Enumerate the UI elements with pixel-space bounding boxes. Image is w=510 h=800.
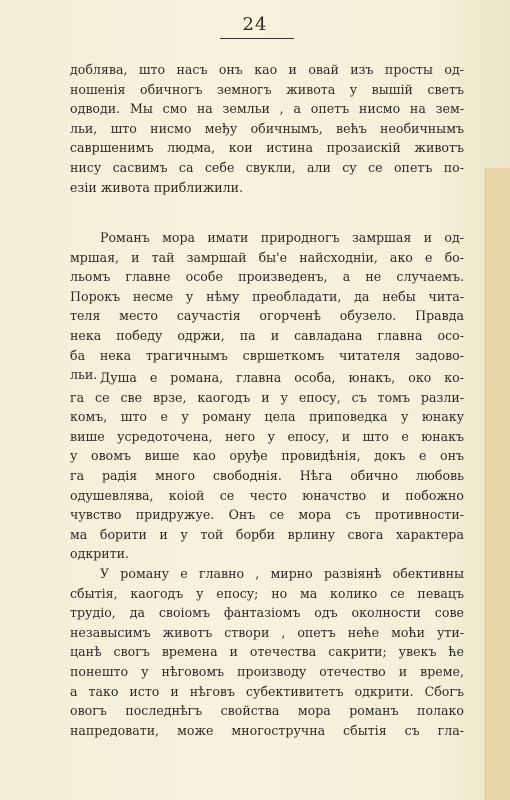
text-line: ношенія обичногъ земногъ живота у вышій светъ [70,81,464,97]
page-number: 24 [242,14,268,35]
text-line: теля место саучастія огорченѣ обузело. Правда [70,308,464,324]
text-line: нису сасвимъ са себе свукли, али су се опетъ по- [70,159,464,175]
text-line: доблява, што насъ онъ као и овай изъ просты од- [70,62,464,77]
text-line: Романъ мора имати природногъ замршая и од- [100,230,464,245]
text-line: савршенимъ людма, кои истина прозаискій животъ [70,140,464,156]
text-line: незавысимъ животъ створи , опетъ неће моћи ути- [70,624,464,640]
text-line: трудіо, да своіомъ фантазіомъ одъ околности сове [70,605,464,621]
paragraph-3 [70,368,464,564]
text-line: у овомъ више као оруђе провидѣнія, докъ е онъ [70,448,464,464]
page-edge-shadow [485,168,510,800]
text-line: одушевлява, коіой се често юначство и побожно [70,487,464,503]
text-line: У роману е главно , мирно развіянѣ обективны [100,566,464,581]
text-line: езіи живота приближили. [70,179,244,195]
text-line: Порокъ несме у нѣму преобладати, да небы чита- [70,288,464,304]
text-line: ма борити и у той борби врлину свога характера [70,526,464,542]
text-line: одкрити. [70,546,130,562]
paragraph-2 [70,228,464,385]
text-line: комъ, што е у роману цела приповедка у юнаку [70,409,464,425]
text-line: напредовати, може многостручна сбытія съ гла- [70,722,464,738]
paragraph-4 [70,564,464,740]
text-line: сбытія, каогодъ у епосу; но ма колико се певацъ [70,585,464,601]
text-line: овогъ последнѣгъ свойства мора романъ полако [70,703,464,719]
text-line: чувство придружуе. Онъ се мора съ противности- [70,507,464,523]
text-line: ба нека трагичнымъ свршеткомъ читателя задово- [70,347,464,363]
text-line: Душа е романа, главна особа, юнакъ, око ко- [100,370,464,385]
text-line: цанѣ свогъ времена и отечества сакрити; увекъ ће [70,644,464,660]
text-line: одводи. Мы смо на земльи , а опетъ нисмо на зем- [70,101,464,117]
text-line: га радія много свободнія. Нѣга обично любовь [70,467,464,483]
header-rule [220,38,294,39]
text-line: мршая, и тай замршай бы'е найсходніи, ако е бо- [70,249,464,265]
text-line: га се све врзе, каогодъ и у епосу, съ томъ разли- [70,389,464,405]
text-line: льомъ главне особе произведенъ, а не случаемъ. [70,269,464,285]
paragraph-1 [70,60,464,197]
text-line: нека победу одржи, па и савладана главна осо- [70,327,464,343]
text-line: понешто у нѣговомъ производу отечество и време, [70,663,464,679]
text-line: више усредоточена, него у епосу, и што е юнакъ [70,428,464,444]
text-line: льи. [70,367,98,383]
text-line: а тако исто и нѣговъ субективитетъ одкрити. Сбогъ [70,683,464,699]
text-line: льи, што нисмо међу обичнымъ, већъ необичнымъ [70,120,464,136]
